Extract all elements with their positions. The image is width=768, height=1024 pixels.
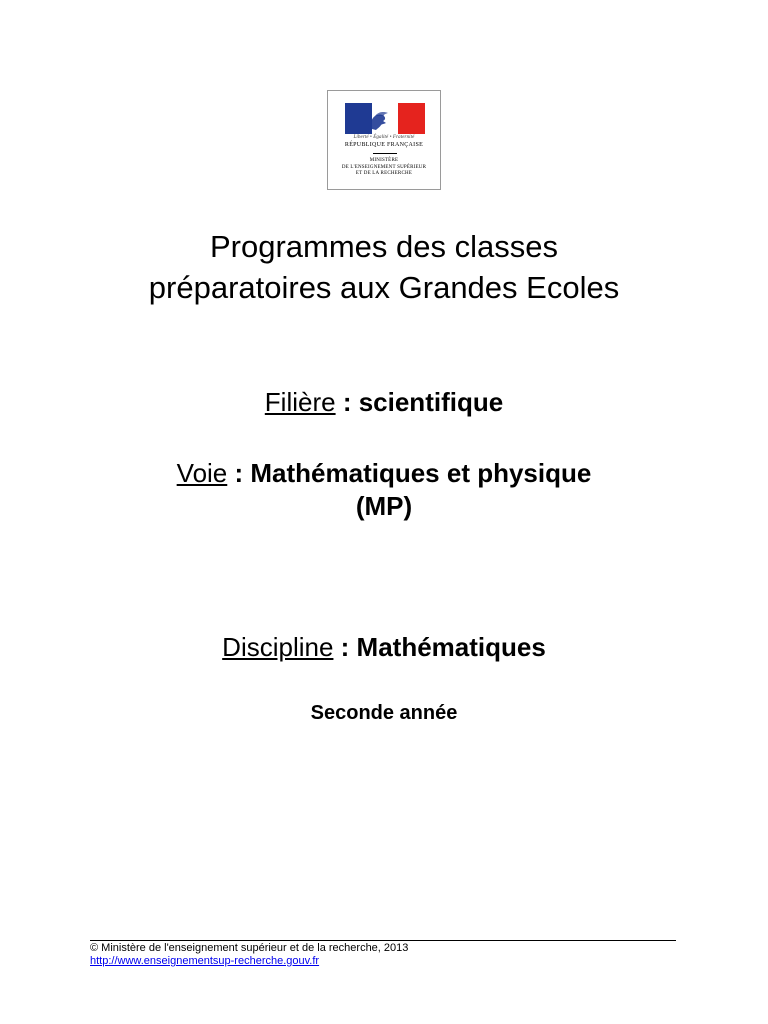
- filiere-label: Filière: [264, 387, 336, 417]
- document-title: [0, 226, 768, 308]
- voie-label: Voie: [176, 458, 228, 488]
- voie-line: [0, 457, 768, 523]
- discipline-value: Mathématiques: [356, 632, 546, 662]
- discipline-line: [0, 631, 768, 664]
- flag-white-band: [372, 103, 399, 134]
- republique-francaise-label: RÉPUBLIQUE FRANÇAISE: [344, 142, 424, 148]
- marianne-logo: [327, 90, 441, 190]
- copyright-notice: © Ministère de l'enseignement supérieur et de la recherche, 2013: [90, 942, 409, 954]
- footer-divider: [90, 940, 676, 941]
- year-label: Seconde année: [310, 702, 458, 724]
- flag-red-band: [398, 103, 425, 134]
- logo-divider: [373, 153, 397, 154]
- ministry-line: DE L'ENSEIGNEMENT SUPÉRIEUR: [341, 164, 427, 170]
- tricolor-flag: [345, 103, 425, 134]
- ministry-website-link[interactable]: http://www.enseignementsup-recherche.gouv.fr: [90, 955, 320, 967]
- voie-value: Mathématiques et physique: [250, 458, 592, 488]
- filiere-line: [0, 386, 768, 419]
- ministry-line: MINISTÈRE: [369, 158, 399, 163]
- voie-value-abbrev: (MP): [355, 491, 413, 521]
- title-line-1: Programmes des classes: [209, 229, 558, 264]
- ministry-line: ET DE LA RECHERCHE: [355, 171, 413, 177]
- discipline-separator: :: [333, 632, 357, 662]
- republic-motto: Liberté • Égalité • Fraternité: [353, 135, 415, 140]
- voie-separator: :: [227, 458, 251, 488]
- ministry-name: [328, 158, 440, 178]
- title-line-2: préparatoires aux Grandes Ecoles: [148, 270, 620, 305]
- marianne-profile-icon: [366, 109, 392, 131]
- filiere-separator: :: [335, 387, 359, 417]
- filiere-value: scientifique: [358, 387, 504, 417]
- discipline-label: Discipline: [222, 632, 334, 662]
